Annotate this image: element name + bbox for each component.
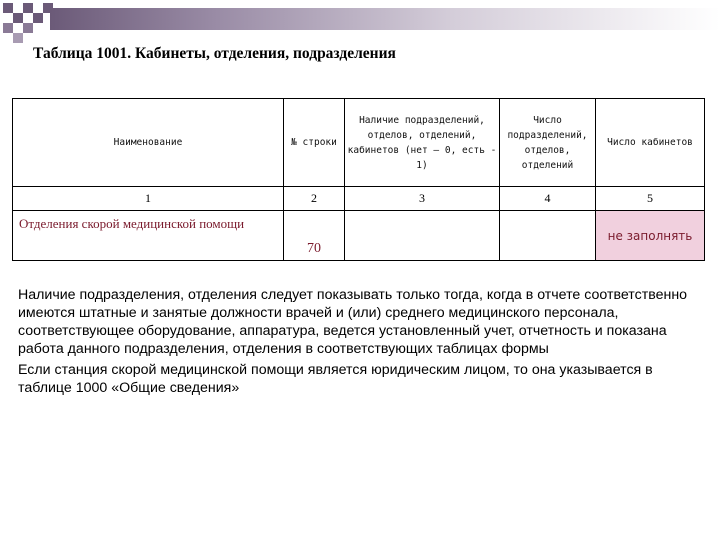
decor-square: [13, 33, 23, 43]
decor-square: [23, 3, 33, 13]
column-number: 2: [284, 187, 345, 211]
decor-square: [13, 13, 23, 23]
decor-square: [3, 23, 13, 33]
header-divisions-count: Число подразделений, отделов, отделений: [500, 99, 596, 187]
header-presence: Наличие подразделений, отделов, отделений, кабинетов (нет – 0, есть - 1): [345, 99, 500, 187]
table-row: [13, 211, 705, 261]
column-number: 3: [345, 187, 500, 211]
header-gradient-bar: [50, 8, 720, 30]
header-row: [13, 99, 705, 187]
column-number-row: [13, 187, 705, 211]
slide-title: Таблица 1001. Кабинеты, отделения, подразделения: [33, 45, 396, 62]
row-name: Отделения скорой медицинской помощи: [13, 211, 284, 261]
decor-square: [3, 3, 13, 13]
form-table: [12, 98, 705, 261]
explanation-text: [18, 286, 708, 400]
header-name: Наименование: [13, 99, 284, 187]
presence-cell[interactable]: [345, 211, 500, 261]
paragraph-presence-rule: Наличие подразделения, отделения следует показывать только тогда, когда в отчете соответственно имеются штатные и занятые должности врачей и (или) среднего медицинского персонала, соответствующее оборудование, аппаратура, ведется установленный учет, отчетность и показана работа данного подразделения, отделения в соответствующих таблицах формы: [18, 287, 688, 357]
row-number-value: 70: [284, 211, 345, 261]
decor-square: [33, 13, 43, 23]
column-number: 5: [596, 187, 705, 211]
decor-square: [23, 23, 33, 33]
header-cabinets-count: Число кабинетов: [596, 99, 705, 187]
do-not-fill-cell: не заполнять: [596, 211, 705, 261]
header-row-number: № строки: [284, 99, 345, 187]
column-number: 1: [13, 187, 284, 211]
divisions-count-cell[interactable]: [500, 211, 596, 261]
paragraph-legal-entity: Если станция скорой медицинской помощи является юридическим лицом, то она указывается в таблице 1000 «Общие сведения»: [18, 362, 653, 396]
column-number: 4: [500, 187, 596, 211]
